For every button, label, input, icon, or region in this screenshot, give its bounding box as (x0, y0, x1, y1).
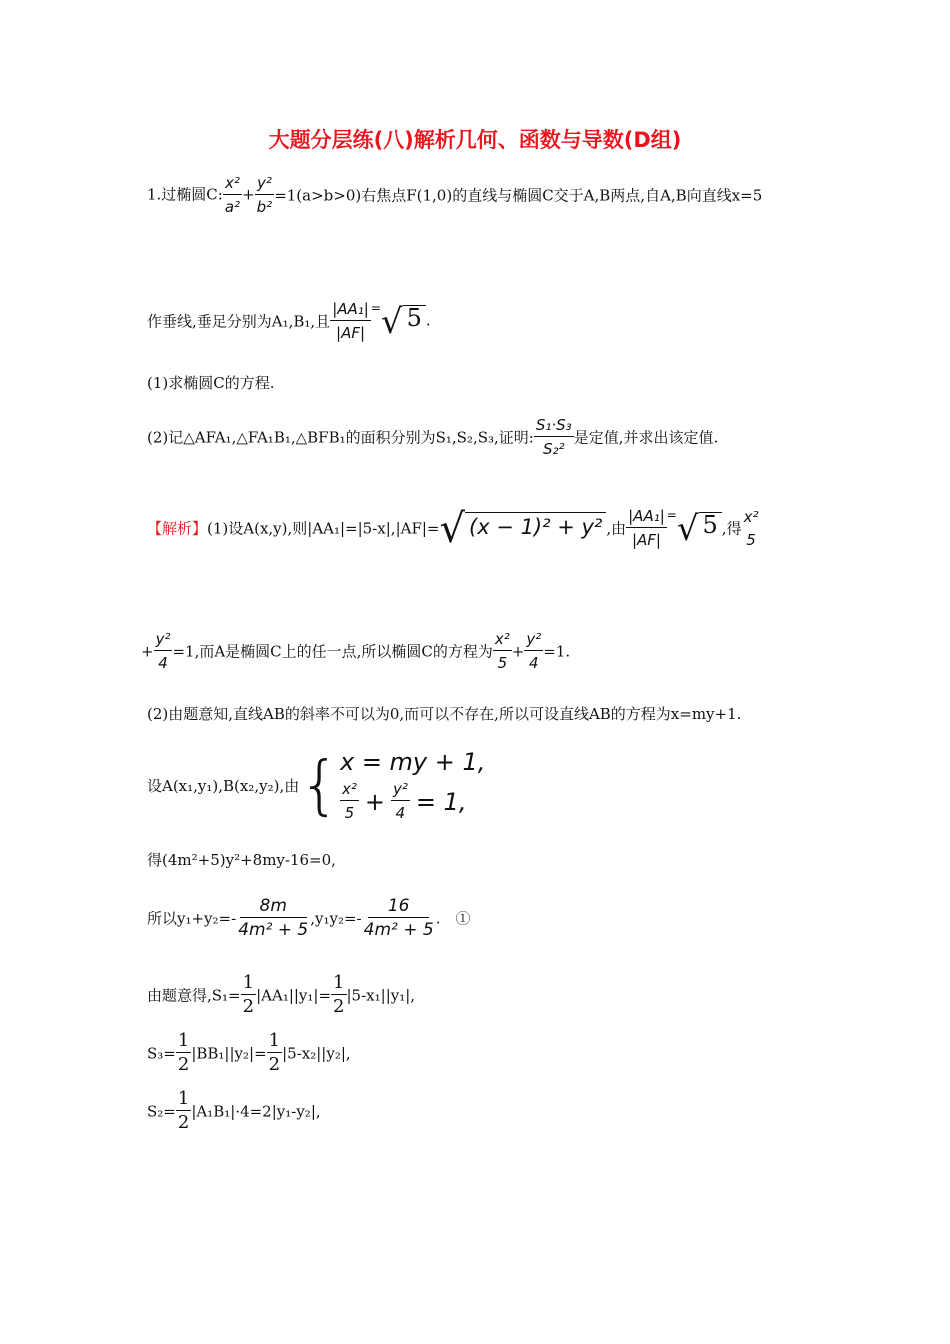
equals-sign: = (370, 301, 381, 315)
fraction-x2-5 (493, 628, 512, 675)
fraction-one-half (176, 1088, 191, 1135)
fraction-denominator: 4m² + 5 (363, 920, 434, 940)
fraction-denominator: 5 (344, 804, 355, 822)
fraction-numerator: 1 (177, 1030, 190, 1051)
fraction-sum (236, 895, 310, 942)
fraction-denominator: S₂² (543, 440, 565, 458)
plus-sign: + (364, 787, 385, 816)
ratio-fraction (626, 505, 667, 552)
fraction-numerator: 1 (333, 972, 345, 993)
question-1-line-1 (147, 172, 762, 219)
equation-system (147, 746, 485, 825)
fraction-numerator: 8m (240, 895, 307, 918)
fraction-numerator: x² (743, 507, 759, 526)
fraction-numerator: |AA₁| (330, 298, 371, 321)
fraction-numerator: 1 (242, 972, 255, 993)
fraction-denominator: 5 (746, 530, 756, 549)
fraction-one-half (267, 1030, 282, 1077)
sol-text: 由题意得,S₁= (147, 986, 241, 1005)
fraction-numerator: 16 (368, 895, 430, 918)
fraction-x2-5 (340, 778, 359, 825)
part-2-question (147, 414, 718, 461)
fraction-denominator: 2 (177, 1112, 190, 1133)
plus-sign: + (511, 642, 525, 661)
fraction-denominator: b² (256, 198, 273, 216)
fraction-numerator: x² (340, 778, 359, 801)
fraction-one-half (176, 1030, 191, 1077)
fraction-denominator: |AF| (336, 324, 366, 342)
fraction-one-half (241, 972, 256, 1019)
sol-text: |5-x₁||y₁|, (346, 986, 416, 1005)
fraction-denominator: 2 (268, 1054, 281, 1075)
fraction-numerator: y² (524, 628, 543, 651)
fraction-x2-a2 (223, 172, 242, 219)
left-brace: { (299, 748, 340, 823)
sol-text: ,y₁y₂=- (310, 909, 362, 928)
radicand: 5 (699, 512, 722, 535)
fraction-product (362, 895, 436, 942)
sol-text: (1)设A(x,y),则|AA₁|=|5-x|,|AF|= (207, 519, 440, 538)
ratio-fraction (330, 298, 371, 345)
sol-text: |AA₁||y₁|= (256, 986, 332, 1005)
fraction-denominator: 4 (529, 654, 539, 672)
page-title: 大题分层练(八)解析几何、函数与导数(D组) (268, 128, 682, 152)
sol-text: ,由 (606, 519, 627, 538)
equals-sign: = (666, 508, 677, 522)
period: . (425, 311, 431, 330)
fraction-denominator: 5 (497, 654, 508, 672)
sqrt-five (676, 508, 722, 549)
system-lines (340, 746, 485, 825)
fraction-numerator: S₁·S₃ (534, 414, 574, 437)
part-1-question: (1)求椭圆C的方程. (147, 374, 275, 392)
fraction-y2-4 (391, 778, 410, 825)
fraction-denominator: 4m² + 5 (238, 920, 309, 940)
q1-lead: 1.过椭圆C: (147, 185, 223, 204)
fraction-denominator: a² (224, 198, 241, 216)
sol-text: 所以y₁+y₂=- (147, 909, 237, 928)
sol-text: S₃= (147, 1044, 176, 1063)
part-2-solution-intro: (2)由题意知,直线AB的斜率不可以为0,而可以不存在,所以可设直线AB的方程为x=my+1. (147, 705, 742, 723)
fraction-y2-4 (154, 628, 173, 675)
plus-sign: + (141, 642, 154, 661)
q1-tail: =1(a>b>0)右焦点F(1,0)的直线与椭圆C交于A,B两点,自A,B向直线x=5 (274, 186, 763, 205)
quadratic-equation: 得(4m²+5)y²+8my-16=0, (147, 851, 336, 869)
fraction-y2-4 (524, 628, 543, 675)
radicand: (x − 1)² + y² (465, 512, 606, 537)
s2-line (147, 1088, 321, 1135)
fraction-denominator: 2 (333, 996, 345, 1017)
sol-text: ,得 (721, 519, 742, 538)
sol-text: |BB₁||y₂|= (191, 1044, 267, 1063)
radical-sign: √ (676, 508, 699, 549)
fraction-denominator: 4 (158, 654, 168, 672)
system-line-2 (340, 778, 485, 825)
sol-text: S₂= (147, 1102, 176, 1121)
sol-text: . ① (435, 909, 471, 928)
sol-text: =1. (543, 642, 571, 661)
fraction-denominator: 2 (177, 1054, 190, 1075)
fraction-denominator: |AF| (631, 531, 661, 549)
vieta-line (147, 895, 470, 942)
solution-line-2 (141, 628, 570, 675)
part2-lead: (2)记△AFA₁,△FA₁B₁,△BFB₁的面积分别为S₁,S₂,S₃,证明: (147, 428, 534, 447)
system-line-1: x = my + 1, (339, 748, 486, 776)
solution-line-1 (147, 505, 760, 552)
part2-tail: 是定值,并求出该定值. (573, 428, 719, 447)
fraction-numerator: y² (391, 778, 410, 801)
fraction-y2-b2 (255, 172, 275, 219)
sol-text: 设A(x₁,y₁),B(x₂,y₂),由 (147, 776, 300, 795)
fraction-numerator: x² (493, 628, 512, 651)
fraction-numerator: |AA₁| (626, 505, 667, 528)
fraction-numerator: 1 (177, 1088, 190, 1109)
radicand: 5 (403, 305, 426, 328)
s3-line (147, 1030, 351, 1077)
sol-text: =1,而A是椭圆C上的任一点,所以椭圆C的方程为 (172, 642, 493, 661)
fraction-numerator: 1 (268, 1030, 281, 1051)
fraction-numerator: y² (154, 628, 173, 651)
question-1-line-2 (147, 298, 431, 345)
s1-line (147, 972, 415, 1019)
radical-sign: √ (380, 301, 403, 342)
s1s3-over-s2sq-fraction (534, 414, 574, 461)
fraction-one-half (331, 972, 346, 1019)
sqrt-distance (439, 505, 607, 552)
plus-sign: + (242, 185, 255, 204)
fraction-x2-5 (742, 506, 761, 552)
radical-sign: √ (439, 505, 465, 552)
sol-text: |5-x₂||y₂|, (282, 1044, 351, 1063)
fraction-denominator: 4 (395, 804, 406, 822)
system-line-2-end: = 1, (415, 787, 467, 816)
sol-text: |A₁B₁|·4=2|y₁-y₂|, (191, 1102, 321, 1121)
sqrt-five (380, 301, 426, 342)
q1-line2-text: 作垂线,垂足分别为A₁,B₁,且 (147, 312, 331, 331)
fraction-numerator: x² (223, 172, 242, 195)
fraction-denominator: 2 (242, 996, 255, 1017)
fraction-numerator: y² (255, 172, 274, 195)
analysis-tag: 【解析】 (147, 519, 208, 538)
